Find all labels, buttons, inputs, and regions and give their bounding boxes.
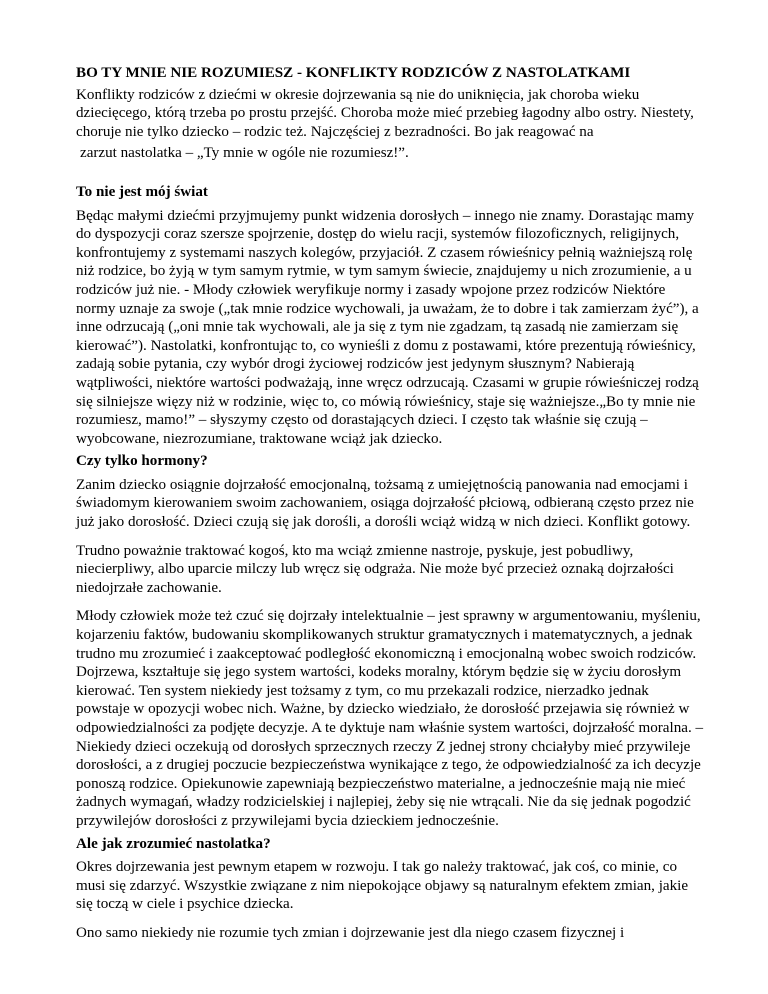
section-paragraph: Młody człowiek może też czuć się dojrzały intelektualnie – jest sprawny w argumentowaniu, myśleniu, kojarzeniu faktów, budowaniu skomplikowanych struktur gramatycznych i matematycznych, a jednak trudno mu zrozumieć i zaakceptować podległość ekonomiczną i emocjonalną wobec swoich rodziców. Dojrzewa, kształtuje się jego system wartości, kodeks moralny, którym będzie się w życiu dorosłym kierować. Ten system niekiedy jest tożsamy z tym, co mu przekazali rodzice, nierzadko jednak powstaje w opozycji wobec nich. Ważne, by dziecko wiedziało, że dorosłość przejawia się również w odpowiedzialności za podjęte decyzje. A te dyktuje nam właśnie system wartości, dojrzałość moralna. – Niekiedy dzieci oczekują od dorosłych sprzecznych rzeczy Z jednej strony chciałyby mieć przywileje dorosłości, a z drugiej poczucie bezpieczeństwa wynikające z tego, że odpowiedzialność za ich decyzje ponoszą rodzice. Opiekunowie zapewniają bezpieczeństwo materialne, a jednocześnie mają nie mieć żadnych wymagań, władzy rodzicielskiej i najlepiej, żeby się nie wtrącali. Nie da się jednak pogodzić przywilejów dorosłości z przywilejami bycia dzieckiem jednocześnie. xyxy=(76,608,704,829)
section-paragraph: Będąc małymi dziećmi przyjmujemy punkt widzenia dorosłych – innego nie znamy. Dorastając mamy do dyspozycji coraz szersze spojrzenie, dostęp do wielu racji, systemów filozoficznych, religijnych, konfrontujemy z systemami naszych kolegów, przyjaciół. Z czasem rówieśnicy pełnią ważniejszą rolę niż rodzice, bo żyją w tym samym rytmie, w tym samym świecie, znajdujemy u nich zrozumienie, a u rodziców już nie. - Młody człowiek weryfikuje normy i zasady wpojone przez rodziców Niektóre normy uznaje za swoje („tak mnie rodzice wychowali, ja uważam, że to dobre i tak zamierzam żyć”), a inne odrzucają („oni mnie tak wychowali, ale ja się z tym nie zgadzam, tą zasadą nie zamierzam się kierować”). Nastolatki, konfrontując to, co wynieśli z domu z postawami, które prezentują rówieśnicy, zadają sobie pytania, czy wybór drogi życiowej rodziców jest jedynym słusznym? Nabierają wątpliwości, niektóre wartości podważają, inne wręcz odrzucają. Czasami w grupie rówieśniczej rodzą się silniejsze więzy niż w rodzinie, więc to, co mówią rówieśnicy, staje się ważniejsze.„Bo ty mnie nie rozumiesz, mamo!” – słyszymy często od dorastających dzieci. I często tak właśnie się czują – wyobcowane, niezrozumiane, traktowane wciąż jak dziecko. xyxy=(76,207,699,447)
document-title: BO TY MNIE NIE ROZUMIESZ - KONFLIKTY RODZICÓW Z NASTOLATKAMI xyxy=(76,65,631,81)
section-heading-understand-teen: Ale jak zrozumieć nastolatka? xyxy=(76,835,271,852)
section-paragraph: Zanim dziecko osiągnie dojrzałość emocjonalną, tożsamą z umiejętnością panowania nad emocjami i świadomym kierowaniem swoim zachowaniem, osiąga dojrzałość płciową, odbieraną często przez nie już jako dorosłość. Dzieci czują się jak dorośli, a dorośli wciąż widzą w nich dzieci. Konflikt gotowy. xyxy=(76,476,694,531)
section-paragraph: Trudno poważnie traktować kogoś, kto ma wciąż zmienne nastroje, pyskuje, jest pobudliwy, niecierpliwy, albo uparcie milczy lub wręcz się odgraża. Nie może być przecież oznaką dojrzałości niedojrzałe zachowanie. xyxy=(76,542,674,596)
section-heading-my-world: To nie jest mój świat xyxy=(76,183,208,200)
intro-continuation: zarzut nastolatka – „Ty mnie w ogóle nie rozumiesz!”. xyxy=(80,145,409,162)
section-paragraph: Ono samo niekiedy nie rozumie tych zmian i dojrzewanie jest dla niego czasem fizycznej i xyxy=(76,924,625,941)
document-page xyxy=(76,64,706,953)
section-heading-hormones: Czy tylko hormony? xyxy=(76,453,208,470)
section-paragraph: Okres dojrzewania jest pewnym etapem w rozwoju. I tak go należy traktować, jak coś, co minie, co musi się zdarzyć. Wszystkie związane z nim niepokojące objawy są naturalnym efektem zmian, jakie się toczą w ciele i psychice dziecka. xyxy=(76,859,689,913)
intro-paragraph: Konflikty rodziców z dziećmi w okresie dojrzewania są nie do uniknięcia, jak choroba wieku dziecięcego, którą trzeba po prostu przejść. Choroba może mieć przebieg łagodny albo ostry. Niestety, choruje nie tylko dziecko – rodzic też. Najczęściej z bezradności. Bo jak reagować na xyxy=(76,86,694,140)
spacer xyxy=(76,163,706,183)
